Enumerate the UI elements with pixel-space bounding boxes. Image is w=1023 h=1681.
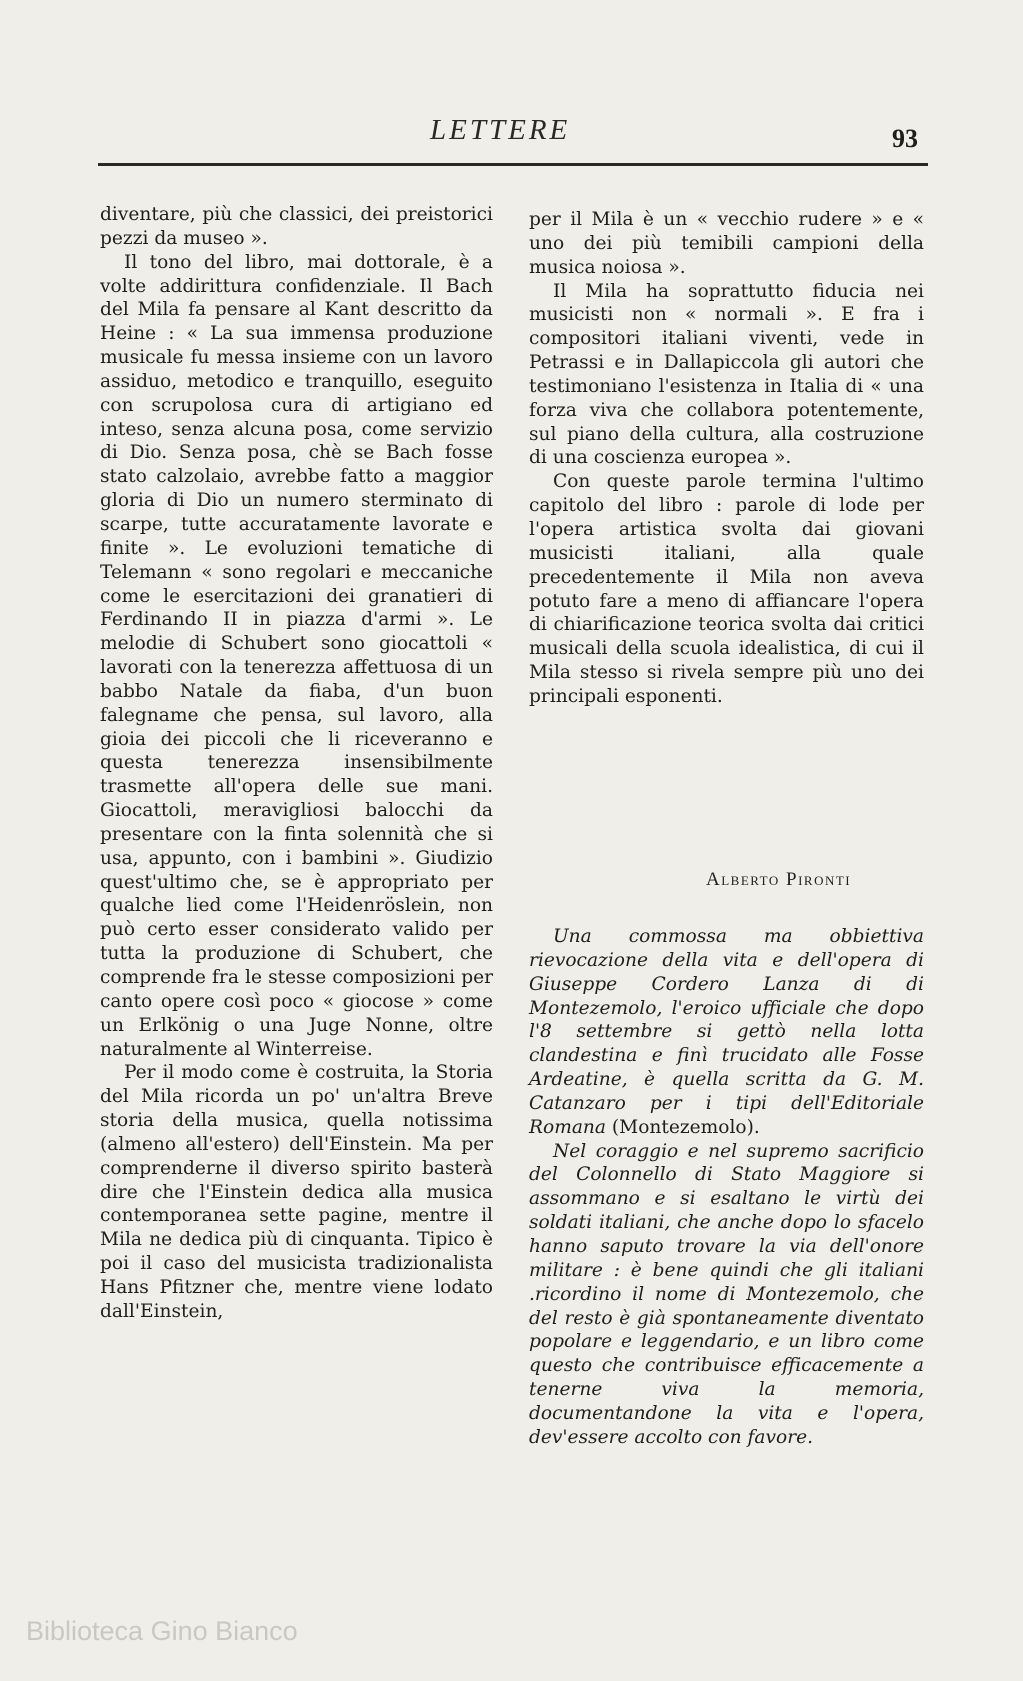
review-note-italic-text: Una commossa ma obbiettiva rievocazione della vita e dell'opera di Giuseppe Cordero Lanza di di Montezemolo, l'eroico ufficiale che dopo l'8 settembre si gettò nella lotta clandestina e finì trucidato alle Fosse Ardeatine, è quella scritta da G. M. Catanzaro per i tipi dell'Editoriale Romana bbox=[529, 926, 924, 1138]
page-number: 93 bbox=[892, 124, 918, 153]
header-rule bbox=[98, 163, 928, 166]
review-note-paragraph-1 bbox=[529, 925, 924, 1140]
left-paragraph-1: diventare, più che classici, dei preistorici pezzi da museo ». bbox=[100, 204, 493, 249]
right-paragraph-3: Con queste parole termina l'ultimo capitolo del libro : parole di lode per l'opera artistica svolta dai giovani musicisti italiani, alla quale precedentemente il Mila non aveva potuto fare a meno di affiancare l'opera di chiarificazione teorica svolta dai critici musicali della scuola idealistica, di cui il Mila stesso si rivela sempre più uno dei principali esponenti. bbox=[529, 471, 924, 707]
right-paragraph-2: Il Mila ha soprattutto fiducia nei musicisti non « normali ». E fra i compositori italiani viventi, vede in Petrassi e in Dallapiccola gli autori che testimoniano l'esistenza in Italia di « una forza viva che collabora potentemente, sul piano della cultura, alla costruzione di una coscienza europea ». bbox=[529, 280, 924, 469]
left-paragraph-2: Il tono del libro, mai dottorale, è a volte addirittura confidenziale. Il Bach del Mila fa pensare al Kant descritto da Heine : « La sua immensa produzione musicale fu messa insieme con un lavoro assiduo, metodico e tranquillo, eseguito con scrupolosa cura di artigiano ed inteso, senza alcuna posa, come servizio di Dio. Senza posa, chè se Bach fosse stato calzolaio, avrebbe fatto a maggior gloria di Dio un numero sterminato di scarpe, tutte accuratamente lavorate e finite ». Le evoluzioni tematiche di Telemann « sono regolari e meccaniche come le esercitazioni dei granatieri di Ferdinando II in piazza d'armi ». Le melodie di Schubert sono giocattoli « lavorati con la tenerezza affettuosa di un babbo Natale da fiaba, d'un buon falegname che pensa, sul lavoro, alla gioia dei piccoli che li riceveranno e questa tenerezza insensibilmente trasmette all'opera delle sue mani. Giocattoli, meravigliosi balocchi da presentare con la finta solennità che si usa, appunto, con i bambini ». Giudizio quest'ultimo che, se è appropriato per qualche lied come l'Heidenröslein, non può certo esser considerato valido per tutta la produzione di Schubert, che comprende fra le stesse composizioni per canto opere così poco « giocose » come un Erlkönig o una Juge Nonne, oltre naturalmente al Winterreise. bbox=[100, 251, 493, 1060]
right-paragraph-1: per il Mila è un « vecchio rudere » e « uno dei più temibili campioni della musica noiosa ». bbox=[529, 209, 924, 278]
running-head bbox=[0, 112, 1023, 152]
right-column bbox=[529, 208, 924, 709]
left-paragraph-3: Per il modo come è costruita, la Storia del Mila ricorda un po' un'altra Breve storia della musica, quella notissima (almeno all'estero) dell'Einstein. Ma per comprenderne il diverso spirito basterà dire che l'Einstein dedica alla musica contemporanea sette pagine, mentre il Mila ne dedica più di cinquanta. Tipico è poi il caso del musicista tradizionalista Hans Pfitzner che, mentre viene lodato dall'Einstein, bbox=[100, 1062, 493, 1322]
left-column bbox=[100, 203, 493, 1324]
publisher-parenthetical: (Montezemolo). bbox=[611, 1116, 760, 1138]
library-watermark: Biblioteca Gino Bianco bbox=[26, 1616, 298, 1646]
review-note-paragraph-2: Nel coraggio e nel supremo sacrificio del Colonnello di Stato Maggiore si assommano e si esaltano le virtù dei soldati italiani, che anche dopo lo sfacelo hanno saputo trovare la via dell'onore militare : è bene quindi che gli italiani .ricordino il nome di Montezemolo, che del resto è già spontaneamente diventato popolare e leggendario, e un libro come questo che contribuisce efficacemente a tenerne viva la memoria, documentandone la vita e l'opera, dev'essere accolto con favore. bbox=[529, 1140, 924, 1448]
review-note bbox=[529, 925, 924, 1450]
author-signature: Alberto Pironti bbox=[706, 869, 852, 890]
running-title: LETTERE bbox=[430, 114, 571, 146]
